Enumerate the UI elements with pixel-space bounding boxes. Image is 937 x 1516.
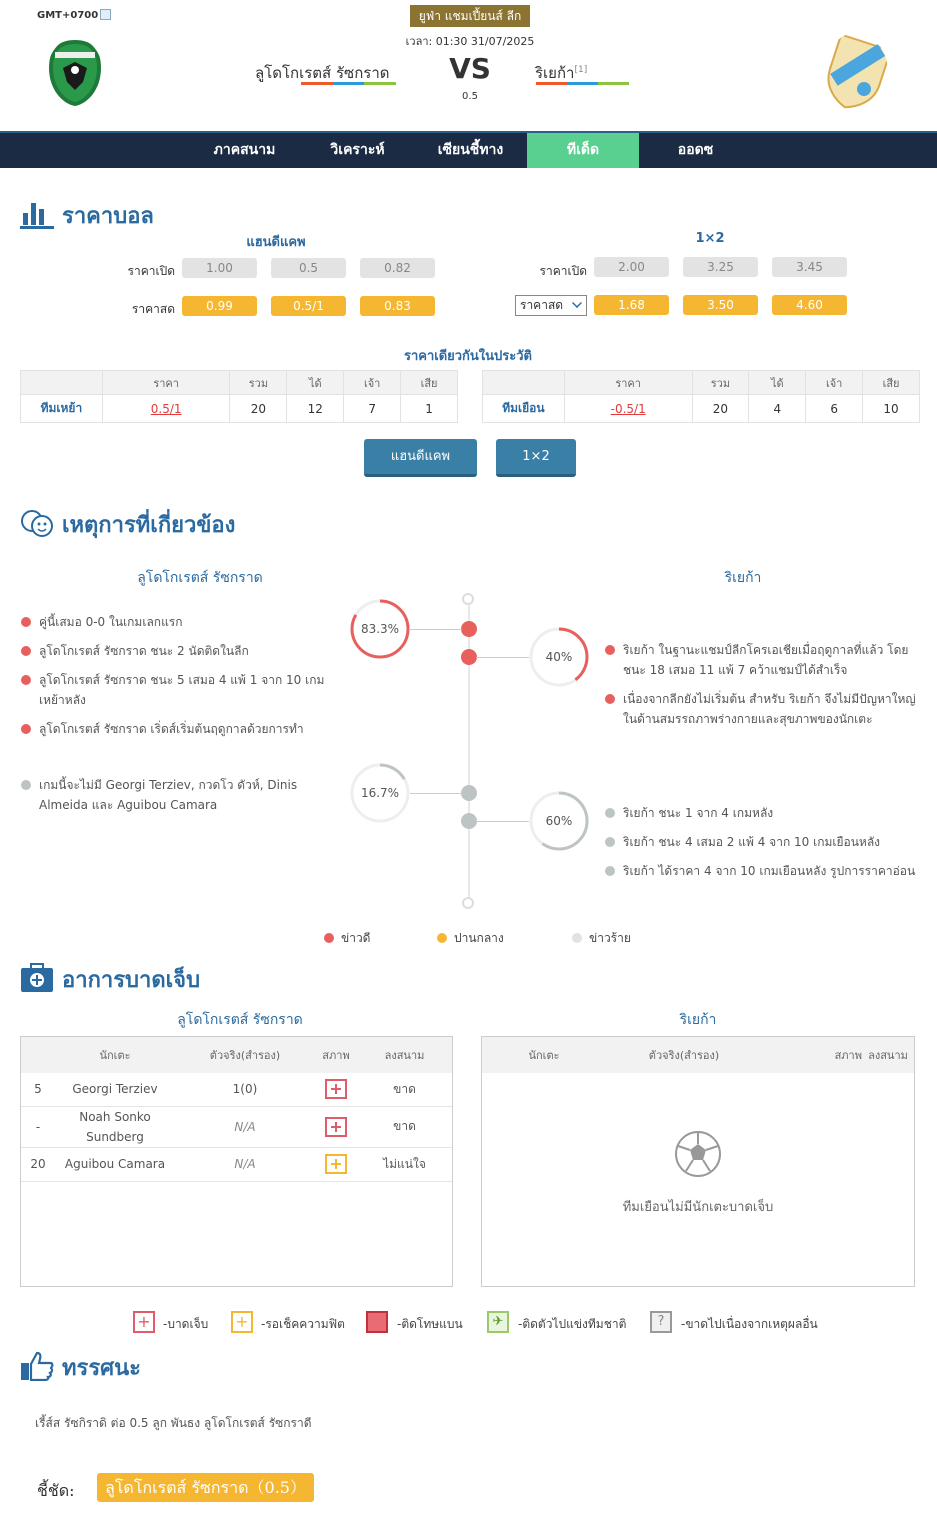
- tab-field[interactable]: ภาคสนาม: [213, 142, 276, 158]
- table-row: ทีมเหย้า 0.5/1 20 12 7 1: [21, 395, 458, 423]
- history-home-odds-link[interactable]: 0.5/1: [150, 401, 182, 416]
- history-away-table: ราคา รวม ได้ เจ้า เสีย ทีมเยือน -0.5/1 20 4 6 10: [482, 370, 920, 423]
- tab-tips[interactable]: ทีเด็ด: [527, 133, 639, 168]
- tab-odds[interactable]: ออดซ: [677, 142, 714, 158]
- away-no-injury-text: ทีมเยือนไม่มีนักเตะบาดเจ็บ: [622, 1200, 774, 1215]
- hcp-open-line: 0.5: [271, 258, 346, 278]
- onextwo-title: 1×2: [695, 231, 725, 246]
- hcp-open-home: 1.00: [182, 258, 257, 278]
- player-name[interactable]: Noah Sonko Sundberg: [55, 1106, 175, 1147]
- events-section-title: เหตุการที่เกี่ยวข้อง: [20, 507, 235, 542]
- good-news-dot: [21, 724, 31, 734]
- injury-plus-icon: [325, 1117, 347, 1137]
- connector-line: [476, 657, 529, 658]
- timezone-toggle-icon[interactable]: [100, 9, 111, 20]
- away-team-name[interactable]: ริเยก้า[1]: [535, 64, 588, 82]
- injury-away-table: นักเตะ ตัวจริง(สำรอง) สภาพ ลงสนาม: [482, 1037, 914, 1073]
- table-row: ทีมเยือน -0.5/1 20 4 6 10: [483, 395, 920, 423]
- x2-open-draw: 3.25: [683, 257, 758, 277]
- bad-news-dot: [605, 866, 615, 876]
- legend-mid-label: ปานกลาง: [454, 931, 504, 945]
- away-bad-event: ริเยก้า ชนะ 1 จาก 4 เกมหลัง: [623, 806, 774, 820]
- match-time: เวลา: 01:30 31/07/2025: [405, 35, 535, 48]
- hcp-live-line: 0.5/1: [271, 296, 346, 316]
- legend-injury-icon: +: [133, 1311, 155, 1333]
- hcp-live-away: 0.83: [360, 296, 435, 316]
- home-team-name[interactable]: ลูโดโกเรตส์ รัซกราด: [255, 64, 390, 82]
- x2-live-draw: 3.50: [683, 295, 758, 315]
- opinion-section-title: ทรรศนะ: [20, 1350, 141, 1385]
- handicap-button[interactable]: แฮนดีแคพ: [364, 439, 477, 477]
- good-news-dot: [605, 645, 615, 655]
- opinion-text: เรี้ส์ส รัซกิราดิ ต่อ 0.5 ลูก พันธง ลูโดโกเรตส์ รัซกราดี: [35, 1416, 312, 1430]
- player-name[interactable]: Georgi Terziev: [55, 1073, 175, 1106]
- x2-live-away: 4.60: [772, 295, 847, 315]
- vs-label: VS: [449, 52, 491, 85]
- home-good-pct: 83.3%: [360, 622, 400, 636]
- handicap-value: 0.5: [462, 91, 478, 102]
- away-good-event: ริเยก้า ในฐานะแชมป์ลีกโครเอเชียเมื่อฤดูกาลที่แล้ว โดยชนะ 18 เสมอ 11 แพ้ 7 คว้าแชมป์ได้สำเร็จ: [623, 643, 909, 677]
- home-bad-pct: 16.7%: [360, 786, 400, 800]
- legend-national-team-label: -ติดตัวไปแข่งทีมชาติ: [518, 1317, 627, 1331]
- legend-fitness-icon: +: [231, 1311, 253, 1333]
- table-row: 5 Georgi Terziev 1(0) ขาด: [21, 1073, 452, 1106]
- league-badge[interactable]: ยูฟ่า แชมเปี้ยนส์ ลีก: [410, 5, 530, 27]
- good-news-dot: [21, 675, 31, 685]
- connector-line: [410, 793, 462, 794]
- injury-plus-icon: [325, 1079, 347, 1099]
- match-header: [0, 0, 937, 131]
- timeline-end-node: [462, 897, 474, 909]
- bad-news-dot: [21, 780, 31, 790]
- injury-away-name: ริเยก้า: [679, 1012, 717, 1028]
- bad-news-dot: [605, 837, 615, 847]
- away-team-logo[interactable]: [824, 33, 888, 111]
- legend-suspended-label: -ติดโทษแบน: [397, 1317, 463, 1331]
- soccer-ball-icon: [674, 1130, 722, 1178]
- x2-live-home: 1.68: [594, 295, 669, 315]
- home-good-event: ลูโดโกเรตส์ รัซกราด เริ่ดส์เริ่มต้นฤดูกาลด้วยการทำ: [39, 722, 304, 736]
- history-title: ราคาเดียวกันในประวัติ: [403, 349, 533, 364]
- x2-open-label: ราคาเปิด: [539, 264, 587, 278]
- timezone-label[interactable]: GMT+0700: [37, 9, 111, 21]
- main-nav: [0, 131, 937, 168]
- injury-home-name: ลูโดโกเรตส์ รัซกราด: [177, 1012, 303, 1028]
- legend-bad-dot: [572, 933, 582, 943]
- pick-value-badge: ลูโดโกเรตส์ รัซกราด（0.5）: [97, 1473, 314, 1502]
- events-away-name: ริเยก้า: [724, 570, 762, 586]
- medical-kit-icon: [20, 963, 54, 993]
- away-bad-pct: 60%: [545, 814, 573, 828]
- legend-injury-label: -บาดเจ็บ: [163, 1317, 209, 1331]
- injury-section-title: อาการบาดเจ็บ: [20, 962, 200, 997]
- x2-open-home: 2.00: [594, 257, 669, 277]
- legend-national-team-icon: ✈: [487, 1311, 509, 1333]
- events-timeline: [468, 600, 470, 902]
- away-team-color-bar: [536, 82, 629, 85]
- hcp-open-label: ราคาเปิด: [127, 264, 175, 278]
- connector-line: [476, 821, 529, 822]
- legend-bad-label: ข่าวร้าย: [589, 931, 631, 945]
- x2-open-away: 3.45: [772, 257, 847, 277]
- pick-label: ชี้ชัด:: [37, 1481, 75, 1500]
- timeline-away-bad-node: [461, 813, 477, 829]
- home-team-color-bar: [301, 82, 396, 85]
- bar-chart-icon: [20, 199, 54, 229]
- home-bad-event: เกมนี้จะไม่มี Georgi Terziev, กวดโว ดัวห์, Dinis Almeida และ Aguibou Camara: [39, 778, 298, 812]
- tab-expert[interactable]: เซียนชี้ทาง: [437, 142, 504, 158]
- hcp-live-label: ราคาสด: [131, 302, 175, 316]
- away-bad-event: ริเยก้า ได้ราคา 4 จาก 10 เกมเยือนหลัง รูปการราคาอ่อน: [623, 864, 916, 878]
- timeline-home-good-node: [461, 621, 477, 637]
- legend-other-icon: ?: [650, 1311, 672, 1333]
- thumbs-up-icon: [20, 1351, 54, 1381]
- legend-other-label: -ขาดไปเนื่องจากเหตุผลอื่น: [681, 1317, 818, 1331]
- bad-news-dot: [605, 808, 615, 818]
- x2-odds-select[interactable]: ราคาสด: [515, 295, 587, 316]
- history-away-odds-link[interactable]: -0.5/1: [610, 401, 646, 416]
- legend-fitness-label: -รอเช็คความฟิต: [261, 1317, 345, 1331]
- legend-good-dot: [324, 933, 334, 943]
- handicap-title: แฮนดีแคพ: [246, 235, 306, 250]
- away-good-event: เนื่องจากลีกยังไม่เริ่มต้น สำหรับ ริเยก้า จึงไม่มีปัญหาใหญ่ในด้านสมรรถภาพร่างกายและสุขภาพของนักเตะ: [623, 692, 916, 726]
- connector-line: [410, 629, 462, 630]
- good-news-dot: [21, 617, 31, 627]
- home-good-event: ลูโดโกเรตส์ รัซกราด ชนะ 2 นัดติดในลีก: [39, 644, 249, 658]
- legend-good-label: ข่าวดี: [341, 931, 371, 945]
- odds-section-title: ราคาบอล: [20, 198, 154, 233]
- timeline-home-bad-node: [461, 785, 477, 801]
- events-home-name: ลูโดโกเรตส์ รัซกราด: [137, 570, 263, 586]
- legend-mid-dot: [437, 933, 447, 943]
- hcp-live-home: 0.99: [182, 296, 257, 316]
- onextwo-button[interactable]: 1×2: [496, 439, 576, 477]
- chat-faces-icon: [20, 508, 54, 538]
- table-row: - Noah Sonko Sundberg N/A ขาด: [21, 1106, 452, 1147]
- home-good-event: คู่นี้เสมอ 0-0 ในเกมเลกแรก: [39, 615, 183, 629]
- home-good-event: ลูโดโกเรตส์ รัซกราด ชนะ 5 เสมอ 4 แพ้ 1 จาก 10 เกมเหย้าหลัง: [39, 673, 325, 707]
- player-name[interactable]: Aguibou Camara: [55, 1147, 175, 1181]
- away-bad-event: ริเยก้า ชนะ 4 เสมอ 2 แพ้ 4 จาก 10 เกมเยือนหลัง: [623, 835, 881, 849]
- timeline-away-good-node: [461, 649, 477, 665]
- timeline-start-node: [462, 593, 474, 605]
- good-news-dot: [21, 646, 31, 656]
- table-row: 20 Aguibou Camara N/A ไม่แน่ใจ: [21, 1147, 452, 1181]
- legend-suspended-icon: [366, 1311, 388, 1333]
- away-good-pct: 40%: [545, 650, 573, 664]
- chevron-down-icon: [572, 298, 582, 308]
- fitness-check-icon: [325, 1154, 347, 1174]
- home-team-logo[interactable]: [47, 38, 103, 108]
- injury-home-table: นักเตะ ตัวจริง(สำรอง) สภาพ ลงสนาม 5 Georgi Terziev 1(0) ขาด - Noah Sonko Sundberg N/A ขาด 20 Aguibou Camara N/A ไม่แน่ใจ: [21, 1037, 452, 1182]
- tab-analysis[interactable]: วิเคราะห์: [330, 142, 385, 158]
- good-news-dot: [605, 694, 615, 704]
- history-home-table: ราคา รวม ได้ เจ้า เสีย ทีมเหย้า 0.5/1 20 12 7 1: [20, 370, 458, 423]
- hcp-open-away: 0.82: [360, 258, 435, 278]
